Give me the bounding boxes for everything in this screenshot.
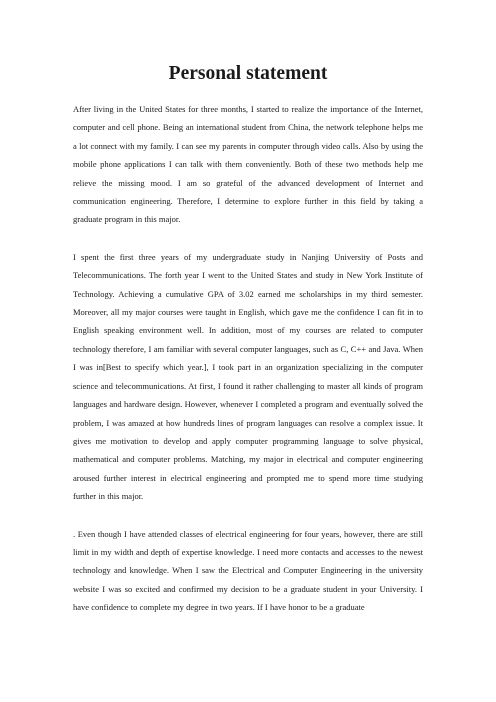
paragraph-goals: . Even though I have attended classes of electrical engineering for four years, however, there are still limit in my width and depth of expertise knowledge. I need more contacts and accesses to the newest technology and knowledge. When I saw the Electrical and Computer Engineering in the university website I was so excited and confirmed my decision to be a graduate student in your University. I have confidence to complete my degree in two years. If I have honor to be a graduate — [73, 528, 423, 613]
paragraph-intro: After living in the United States for three months, I started to realize the importance of the Internet, computer and cell phone. Being an international student from China, the network telephone helps me a lot connect with my family. I can see my parents in computer through video calls. Also by using the mobile phone applications I can talk with them conveniently. Both of these two methods help me relieve the missing mood. I am so grateful of the advanced development of Internet and communication engineering. Therefore, I determine to explore further in this field by taking a graduate program in this major. — [73, 104, 423, 225]
document-title: Personal statement — [168, 63, 328, 84]
paragraph-gap — [73, 506, 423, 525]
paragraph-education: I spent the first three years of my undergraduate study in Nanjing University of Posts and Telecommunications. The forth year I went to the United States and study in New York Institute of Technology. Achieving a cumulative GPA of 3.02 earned me scholarships in my third semester. Moreover, all my major courses were taught in English, which gave me the confidence I can fit in to English speaking environment well. In addition, most of my courses are related to computer technology therefore, I am familiar with several computer languages, such as C, C++ and Java. When I was in[Best to specify which year.], I took part in an organization specializing in the computer science and telecommunications. At first, I found it rather challenging to master all kinds of program languages and hardware design. However, whenever I completed a program and eventually solved the problem, I was amazed at how hundreds lines of program languages can resolve a complex issue. It gives me motivation to develop and apply computer programming language to solve physical, mathematical and computer problems. Matching, my major in electrical and computer engineering aroused further interest in electrical engineering and prompted me to spend more time studying further in this major. — [73, 251, 423, 502]
paragraph-gap — [73, 229, 423, 248]
